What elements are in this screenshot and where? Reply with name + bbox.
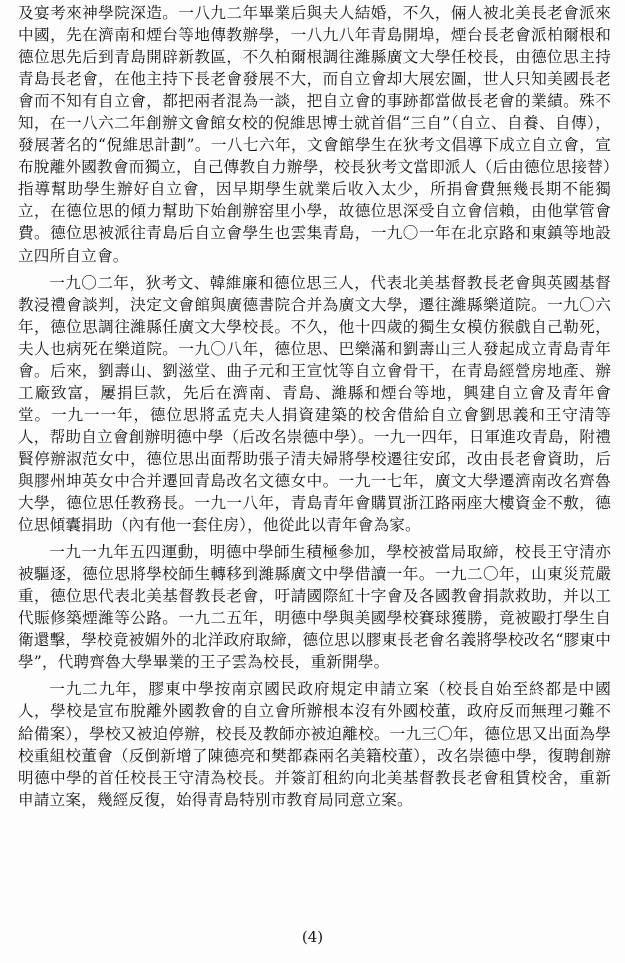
body-text — [18, 2, 611, 816]
paragraph-3: 一九一九年五四運動，明德中學師生積極參加，學校被當局取締，校長王守清亦被驅逐，德位思將學校師生轉移到濰縣廣文中學借讀一年。一九二〇年，山東災荒嚴重，德位思代表北美基督教長老會，吁請國際紅十字會及各國教會捐款救助，并以工代賑修築煙濰等公路。一九二五年，明德中學與美國學校賽球獲勝，竟被毆打學生自衛還擊，學校竟被媚外的北洋政府取締，德位思以膠東長老會名義將學校改名“膠東中學”，代聘齊魯大學畢業的王子雲為校長，重新開學。 — [18, 543, 611, 672]
paragraph-2: 一九〇二年，狄考文、韓維廉和德位思三人，代表北美基督教長老會與英國基督教浸禮會談判，決定文會館與廣德書院合并為廣文大學，遷往濰縣樂道院。一九〇六年，德位思調往濰縣任廣文大學校長。不久，他十四歲的獨生女模仿猴戲自己勒死，夫人也病死在樂道院。一九〇八年，德位思、巴樂滿和劉壽山三人發起成立青島青年會。后來，劉壽山、劉滋堂、曲子元和王宣忱等自立會骨干，在青島經營房地產、辦工廠致富，屢捐巨款，先后在濟南、青島、濰縣和煙台等地，興建自立會及青年會堂。一九一一年，德位思將孟克夫人捐資建築的校舍借給自立會劉思義和王守清等人，帮助自立會創辦明德中學（后改名崇德中學）。一九一四年，日軍進攻青島，附禮賢停辦淑范女中，德位思出面帮助張子清夫婦將學校遷往安邱，改由長老會資助，后與膠州坤英女中合并遷回青島改名文德女中。一九一七年，廣文大學遷濟南改名齊魯大學，德位思任教務長。一九一八年，青島青年會購買浙江路兩座大樓資金不敷，德位思傾囊捐助（內有他一套住房），他從此以青年會為家。 — [18, 273, 611, 535]
page-number: (4) — [301, 928, 324, 946]
paragraph-4: 一九二九年，膠東中學按南京國民政府規定申請立案（校長自始至終都是中國人，學校是宣布脫離外國教會的自立會所辦根本沒有外國校董，政府反而無理刁難不給備案），學校又被迫停辦，校長及教師亦被迫離校。一九三〇年，德位思又出面為學校重組校董會（反倒新增了陳德亮和樊都森兩名美籍校董），改名崇德中學，復聘創辦明德中學的首任校長王守清為校長。并簽訂租約向北美基督教長老會租賃校舍，重新申請立案，幾經反復，始得青島特別市教育局同意立案。 — [18, 680, 611, 809]
paragraph-1: 及宴考來神學院深造。一八九二年畢業后與夫人結婚，不久，倆人被北美長老會派來中國，先在濟南和煙台等地傳教辦學，一八九八年青島開埠，煙台長老會派柏爾根和德位思先后到青島開辟新教區，不久柏爾根調往濰縣廣文大學任校長，由德位思主持青島長老會，在他主持下長老會發展不大，而自立會却大展宏圖，世人只知美國長老會而不知有自立會，都把兩者混為一談，把自立會的事跡都當做長老會的業績。殊不知，在一八六二年創辦文會館女校的倪維思博士就首倡“三自”（自立、自養、自傳），發展著名的“倪維思計劃”。一八七六年，文會館學生在狄考文倡導下成立自立會，宣布脫離外國教會而獨立，自己傳教自力辦學，校長狄考文當即派人（后由德位思接替）指導幫助學生辦好自立會，因早期學生就業后收入太少，所捐會費無幾長期不能獨立，在德位思的傾力幫助下始創辦窑里小學，故德位思深受自立會信賴，由他掌管會費。德位思被派往青島后自立會學生也雲集青島，一九〇一年在北京路和東鎮等地設立四所自立會。 — [18, 4, 611, 265]
